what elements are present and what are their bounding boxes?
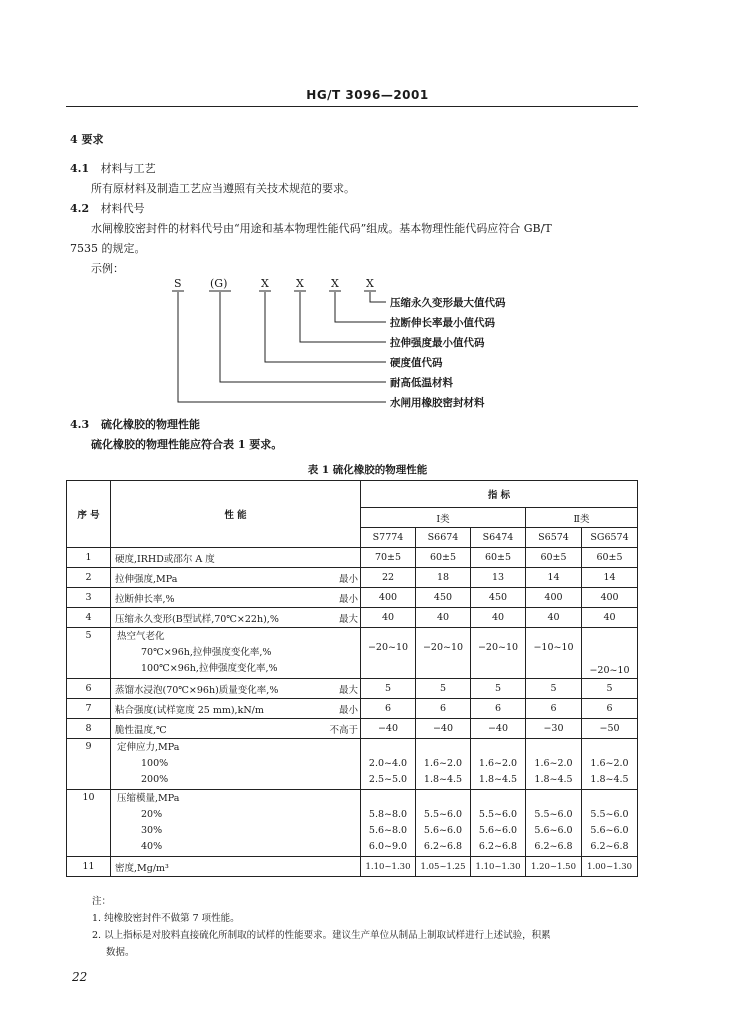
value-cell: 1.05~1.25 [416, 857, 471, 877]
row-number: 8 [67, 719, 111, 739]
value-cell: −10~10 [526, 628, 582, 679]
value-cell: 1.6~2.0 1.8~4.5 [526, 739, 582, 790]
value-cell: 5 [471, 679, 526, 699]
section-4-2-number: 4.2 [70, 202, 90, 215]
code-label-material: 水闸用橡胶密封材料 [390, 397, 485, 409]
section-4-3-number: 4.3 [70, 418, 90, 431]
table-row [67, 608, 638, 628]
limit-label: 最大 [338, 613, 358, 625]
value-cell: 1.10~1.30 [361, 857, 416, 877]
header-class-2: Ⅱ类 [526, 508, 638, 528]
row-number: 3 [67, 588, 111, 608]
value-cell: 5.8~8.0 5.6~8.0 6.0~9.0 [361, 790, 416, 857]
value-cell: 5.5~6.0 5.6~6.0 6.2~6.8 [582, 790, 638, 857]
property-sub: 70℃×96h,拉伸强度变化率,% [141, 647, 272, 658]
code-label-tensile: 拉伸强度最小值代码 [390, 337, 485, 349]
value-cell: 14 [582, 568, 638, 588]
value-cell: 5.5~6.0 5.6~6.0 6.2~6.8 [471, 790, 526, 857]
table-caption: 表 1 硫化橡胶的物理性能 [307, 464, 428, 476]
value-cell: 5 [582, 679, 638, 699]
property-sub: 100℃×96h,拉伸强度变化率,% [141, 663, 278, 674]
code-connector-3 [300, 292, 386, 342]
row-number: 9 [67, 739, 111, 790]
value-cell: 400 [361, 588, 416, 608]
value-cell: 60±5 [526, 548, 582, 568]
table-row [67, 588, 638, 608]
code-connector-6 [178, 292, 386, 402]
table-row [67, 699, 638, 719]
code-label-temperature: 耐高低温材料 [390, 377, 453, 389]
note-item: 数据。 [106, 947, 135, 958]
example-label: 示例： [91, 262, 124, 275]
value-cell: 5.5~6.0 5.6~6.0 6.2~6.8 [416, 790, 471, 857]
limit-label: 最小 [338, 593, 358, 605]
value-cell: 60±5 [582, 548, 638, 568]
code-char-tensile: X [296, 277, 304, 290]
value-cell: 14 [526, 568, 582, 588]
value-cell: −20~10 [471, 628, 526, 679]
value-cell: 1.6~2.0 1.8~4.5 [471, 739, 526, 790]
row-number: 2 [67, 568, 111, 588]
property-name: 压缩模量,MPa [117, 793, 180, 804]
value-cell: 5 [526, 679, 582, 699]
table-row [67, 790, 638, 857]
property-name: 粘合强度(试样宽度 25 mm),kN/m [115, 704, 264, 716]
value-cell: 1.6~2.0 1.8~4.5 [582, 739, 638, 790]
value-cell: 40 [582, 608, 638, 628]
section-4-1-title: 材料与工艺 [100, 162, 156, 175]
value-cell: 1.6~2.0 1.8~4.5 [416, 739, 471, 790]
header-grade: S6674 [416, 528, 471, 548]
value-cell: 5 [416, 679, 471, 699]
value-cell: 70±5 [361, 548, 416, 568]
header-grade: S6474 [471, 528, 526, 548]
row-number: 1 [67, 548, 111, 568]
header-seq: 序 号 [67, 481, 111, 548]
value-cell: 40 [416, 608, 471, 628]
row-property [111, 790, 361, 857]
property-name: 压缩永久变形(B型试样,70℃×22h),% [115, 613, 279, 625]
row-number: 4 [67, 608, 111, 628]
limit-label: 最小 [338, 573, 358, 585]
value-cell: 22 [361, 568, 416, 588]
row-number: 11 [67, 857, 111, 877]
row-property [111, 548, 361, 568]
value-cell: 6 [471, 699, 526, 719]
value-cell: −40 [361, 719, 416, 739]
table-row [67, 548, 638, 568]
value-cell: −50 [582, 719, 638, 739]
notes-label: 注： [92, 896, 112, 907]
value-cell: 400 [526, 588, 582, 608]
value-cell: 1.00~1.30 [582, 857, 638, 877]
row-property [111, 739, 361, 790]
row-property [111, 608, 361, 628]
note-item: 2. 以上指标是对胶料直接硫化所制取的试样的性能要求。建议生产单位从制品上制取试样进行上述试验，积累 [92, 930, 551, 941]
code-label-compression: 压缩永久变形最大值代码 [390, 297, 506, 309]
row-property [111, 568, 361, 588]
code-char-compression: X [366, 277, 374, 290]
row-property [111, 628, 361, 679]
code-connector-5 [220, 292, 386, 382]
value-cell: 1.10~1.30 [471, 857, 526, 877]
table-row [67, 857, 638, 877]
header-property: 性 能 [111, 481, 361, 548]
value-cell: 60±5 [416, 548, 471, 568]
value-cell: 450 [471, 588, 526, 608]
property-name: 热空气老化 [117, 631, 165, 642]
row-number: 6 [67, 679, 111, 699]
note-item: 1. 纯橡胶密封件不做第 7 项性能。 [92, 913, 240, 924]
row-property [111, 699, 361, 719]
row-property [111, 679, 361, 699]
section-4-1-text: 所有原材料及制造工艺应当遵照有关技术规范的要求。 [91, 182, 355, 195]
table-header-row [67, 481, 638, 508]
section-4-2-title: 材料代号 [100, 202, 145, 215]
value-cell: 6 [416, 699, 471, 719]
document-header: HG/T 3096—2001 [306, 88, 429, 102]
section-4-3-text: 硫化橡胶的物理性能应符合表 1 要求。 [91, 438, 283, 451]
value-cell: 60±5 [471, 548, 526, 568]
value-cell: 18 [416, 568, 471, 588]
code-char-hardness: X [261, 277, 269, 290]
value-cell: 5.5~6.0 5.6~6.0 6.2~6.8 [526, 790, 582, 857]
code-label-hardness: 硬度值代码 [390, 357, 443, 369]
property-sub: 40% [141, 841, 163, 852]
value-cell: −30 [526, 719, 582, 739]
value-cell: 6 [526, 699, 582, 719]
limit-label: 最大 [338, 684, 358, 696]
table-notes [66, 893, 637, 961]
value-cell: 13 [471, 568, 526, 588]
value-cell: −40 [416, 719, 471, 739]
value-cell: −20~10 [416, 628, 471, 679]
value-cell: −40 [471, 719, 526, 739]
row-property [111, 719, 361, 739]
code-connector-1 [370, 292, 386, 302]
property-name: 定伸应力,MPa [117, 742, 180, 753]
physical-properties-table [66, 480, 638, 877]
property-name: 密度,Mg/m³ [115, 862, 169, 874]
value-cell: 40 [471, 608, 526, 628]
limit-label: 最小 [338, 704, 358, 716]
code-connector-4 [265, 292, 386, 362]
table-row [67, 739, 638, 790]
property-sub: 20% [141, 809, 163, 820]
header-grade: S7774 [361, 528, 416, 548]
value-cell: 450 [416, 588, 471, 608]
limit-label: 不高于 [329, 724, 358, 736]
value-cell: 40 [526, 608, 582, 628]
header-grade: SG6574 [582, 528, 638, 548]
code-char-s: S [174, 277, 182, 290]
code-char-g: (G) [210, 277, 228, 290]
value-cell: 400 [582, 588, 638, 608]
code-label-elongation: 拉断伸长率最小值代码 [390, 317, 495, 329]
property-name: 蒸馏水浸泡(70℃×96h)质量变化率,% [115, 684, 279, 696]
property-name: 拉断伸长率,% [115, 593, 175, 605]
value-cell: −20~10 [361, 628, 416, 679]
value-cell: 6 [582, 699, 638, 719]
table-row [67, 679, 638, 699]
section-4-3-heading [70, 416, 200, 432]
value-cell: −20~10 [582, 628, 638, 679]
section-4-2-text-line2: 7535 的规定。 [70, 242, 146, 255]
property-sub: 200% [141, 774, 169, 785]
property-name: 脆性温度,℃ [115, 724, 167, 736]
section-4-1-number: 4.1 [70, 162, 90, 175]
code-connector-2 [335, 292, 386, 322]
property-name: 拉伸强度,MPa [115, 573, 178, 585]
property-sub: 30% [141, 825, 163, 836]
section-4-2-text-line1: 水闸橡胶密封件的材料代号由“用途和基本物理性能代码”组成。基本物理性能代码应符合 GB/T [91, 222, 552, 235]
material-code-diagram [0, 0, 735, 420]
value-cell: 6 [361, 699, 416, 719]
header-class-1: Ⅰ类 [361, 508, 526, 528]
table-row [67, 628, 638, 679]
row-number: 5 [67, 628, 111, 679]
row-number: 7 [67, 699, 111, 719]
value-cell: 40 [361, 608, 416, 628]
property-name: 硬度,IRHD或邵尔 A 度 [115, 553, 215, 565]
value-cell: 5 [361, 679, 416, 699]
table-row [67, 568, 638, 588]
page-number: 22 [72, 970, 88, 984]
section-4-3-title: 硫化橡胶的物理性能 [100, 418, 200, 431]
row-property [111, 857, 361, 877]
section-4-heading: 4 要求 [70, 133, 104, 146]
row-number: 10 [67, 790, 111, 857]
header-grade: S6574 [526, 528, 582, 548]
code-char-elongation: X [331, 277, 339, 290]
value-cell: 2.0~4.0 2.5~5.0 [361, 739, 416, 790]
table-row [67, 719, 638, 739]
row-property [111, 588, 361, 608]
property-sub: 100% [141, 758, 169, 769]
value-cell: 1.20~1.50 [526, 857, 582, 877]
header-index: 指 标 [361, 481, 638, 508]
